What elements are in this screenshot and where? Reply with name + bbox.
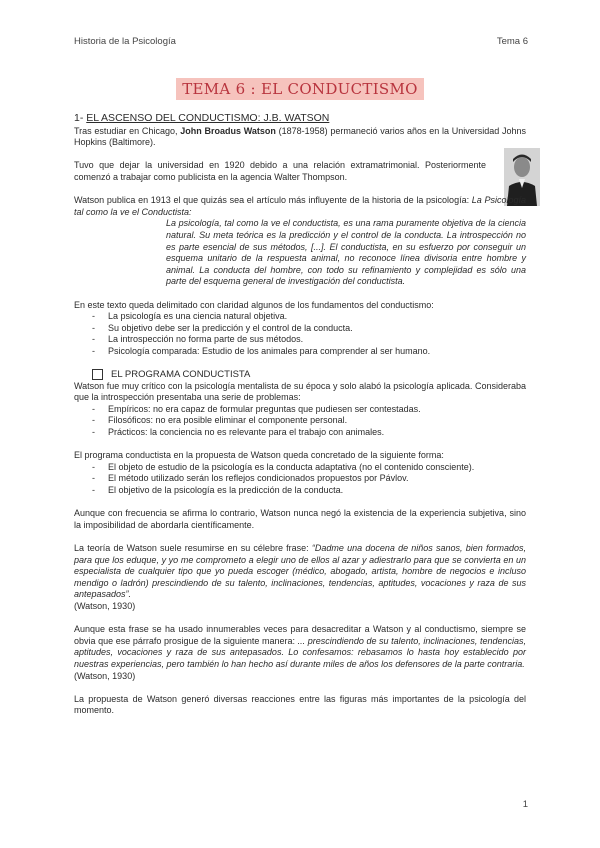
famous-quote: “Dadme una docena de niños sanos, bien formados, para que los eduque, y yo me comprometo a elegir uno de ellos al azar y adiestrarlo para que se convierta en un especialista de cualquier tipo que yo pueda escoger (médico, abogado, artista, hombre de negocios e incluso mendigo o ladrón) prescindiendo de su talento, inclinaciones, tendencias, aptitudes, vocaciones y raza de sus antepasados”. [74,542,526,600]
problems-list [74,404,526,439]
text-run: Aunque esta frase se ha usado innumerables veces para desacreditar a Watson y al conductismo, siempre se obvia que ese párrafo prosigue de la siguiente manera: [74,624,526,646]
title-container [0,78,600,100]
document-body [74,113,526,717]
list-item: - El método utilizado serán los reflejos condicionados propuestos por Pávlov. [74,473,526,485]
checkbox-icon [92,369,103,380]
section1-paragraph-3 [74,195,526,218]
section1-heading-text: EL ASCENSO DEL CONDUCTISMO: J.B. WATSON [86,112,330,124]
section1-heading [74,113,526,125]
list-item: - La introspección no forma parte de sus métodos. [74,334,526,346]
list-item: - El objetivo de la psicología es la predicción de la conducta. [74,485,526,497]
watson-1913-quote: La psicología, tal como la ve el conductista, es una rama puramente objetiva de la ciencia natural. Su meta teórica es la predicción y el control de la conducta. La introspección no es parte esencial de sus métodos, [...]. El conductista, en su esfuerzo por conseguir un esquema unitario de la respuesta animal, no reconoce línea divisoria entre hombre y animal. La conducta del hombre, con todo su refinamiento y complejidad es sólo una parte del esquema general de investigación del conductista. [166,218,526,287]
list-item: - Psicología comparada: Estudio de los animales para comprender al ser humano. [74,346,526,358]
page-title: TEMA 6 : EL CONDUCTISMO [176,78,424,100]
section2-paragraph-1: Watson fue muy crítico con la psicología mentalista de su época y solo alabó la psicología aplicada. Consideraba que la introspección presentaba una serie de problemas: [74,380,526,403]
header-subject: Historia de la Psicología [74,36,176,47]
section2-paragraph-5 [74,624,526,670]
section1-number: 1- [74,112,84,124]
list-item: - La psicología es una ciencia natural objetiva. [74,311,526,323]
section2-heading [74,369,526,381]
program-list [74,462,526,497]
text-run: La teoría de Watson suele resumirse en su célebre frase: [74,542,312,553]
text-run: Tras estudiar en Chicago, [74,125,181,136]
section2-heading-text: EL PROGRAMA CONDUCTISTA [111,369,251,381]
section2-paragraph-2: El programa conductista en la propuesta de Watson queda concretado de la siguiente forma: [74,450,444,461]
citation: (Watson, 1930) [74,670,136,681]
section1-paragraph-1 [74,126,526,149]
text-run: Watson publica en 1913 el que quizás sea el artículo más influyente de la historia de la psicología: [74,195,472,206]
fundamentals-list [74,311,526,357]
section2-paragraph-6: La propuesta de Watson generó diversas reacciones entre las figuras más importantes de la psicología del momento. [74,693,526,716]
section2-paragraph-4 [74,543,526,601]
header-topic: Tema 6 [496,36,528,47]
article-title: La Psicología tal como la ve el Conductista: [74,195,526,217]
list-item: - Prácticos: la conciencia no es relevante para el trabajo con animales. [74,427,526,439]
page-number: 1 [522,799,528,810]
list-item: - Filosóficos: no era posible eliminar el componente personal. [74,415,526,427]
section1-paragraph-2: Tuvo que dejar la universidad en 1920 debido a una relación extramatrimonial. Posteriormente comenzó a trabajar como publicista en la agencia Walter Thompson. [74,160,486,182]
continued-quote: ... prescindiendo de su talento, inclinaciones, tendencias, aptitudes, vocaciones y raza de sus antepasados. Lo confesamos: rebasamos lo hasta hoy establecido por nuestras experiencias, pero también lo han hecho así durante miles de años los defensores de la parte contraria. [74,635,526,669]
section1-paragraph-4: En este texto queda delimitado con claridad algunos de los fundamentos del conductismo: [74,299,434,310]
list-item: - Empíricos: no era capaz de formular preguntas que pudiesen ser contestadas. [74,404,526,416]
citation: (Watson, 1930) [74,600,136,611]
list-item: - El objeto de estudio de la psicología es la conducta adaptativa (no el contenido consciente). [74,462,526,474]
list-item: - Su objetivo debe ser la predicción y el control de la conducta. [74,323,526,335]
watson-name: John Broadus Watson [180,125,276,136]
section2-paragraph-3: Aunque con frecuencia se afirma lo contrario, Watson nunca negó la existencia de la experiencia subjetiva, sino la imposibilidad de abordarla científicamente. [74,508,526,530]
text-run: (1878-1958) permaneció varios años en la Universidad Johns Hopkins (Baltimore). [74,125,527,148]
